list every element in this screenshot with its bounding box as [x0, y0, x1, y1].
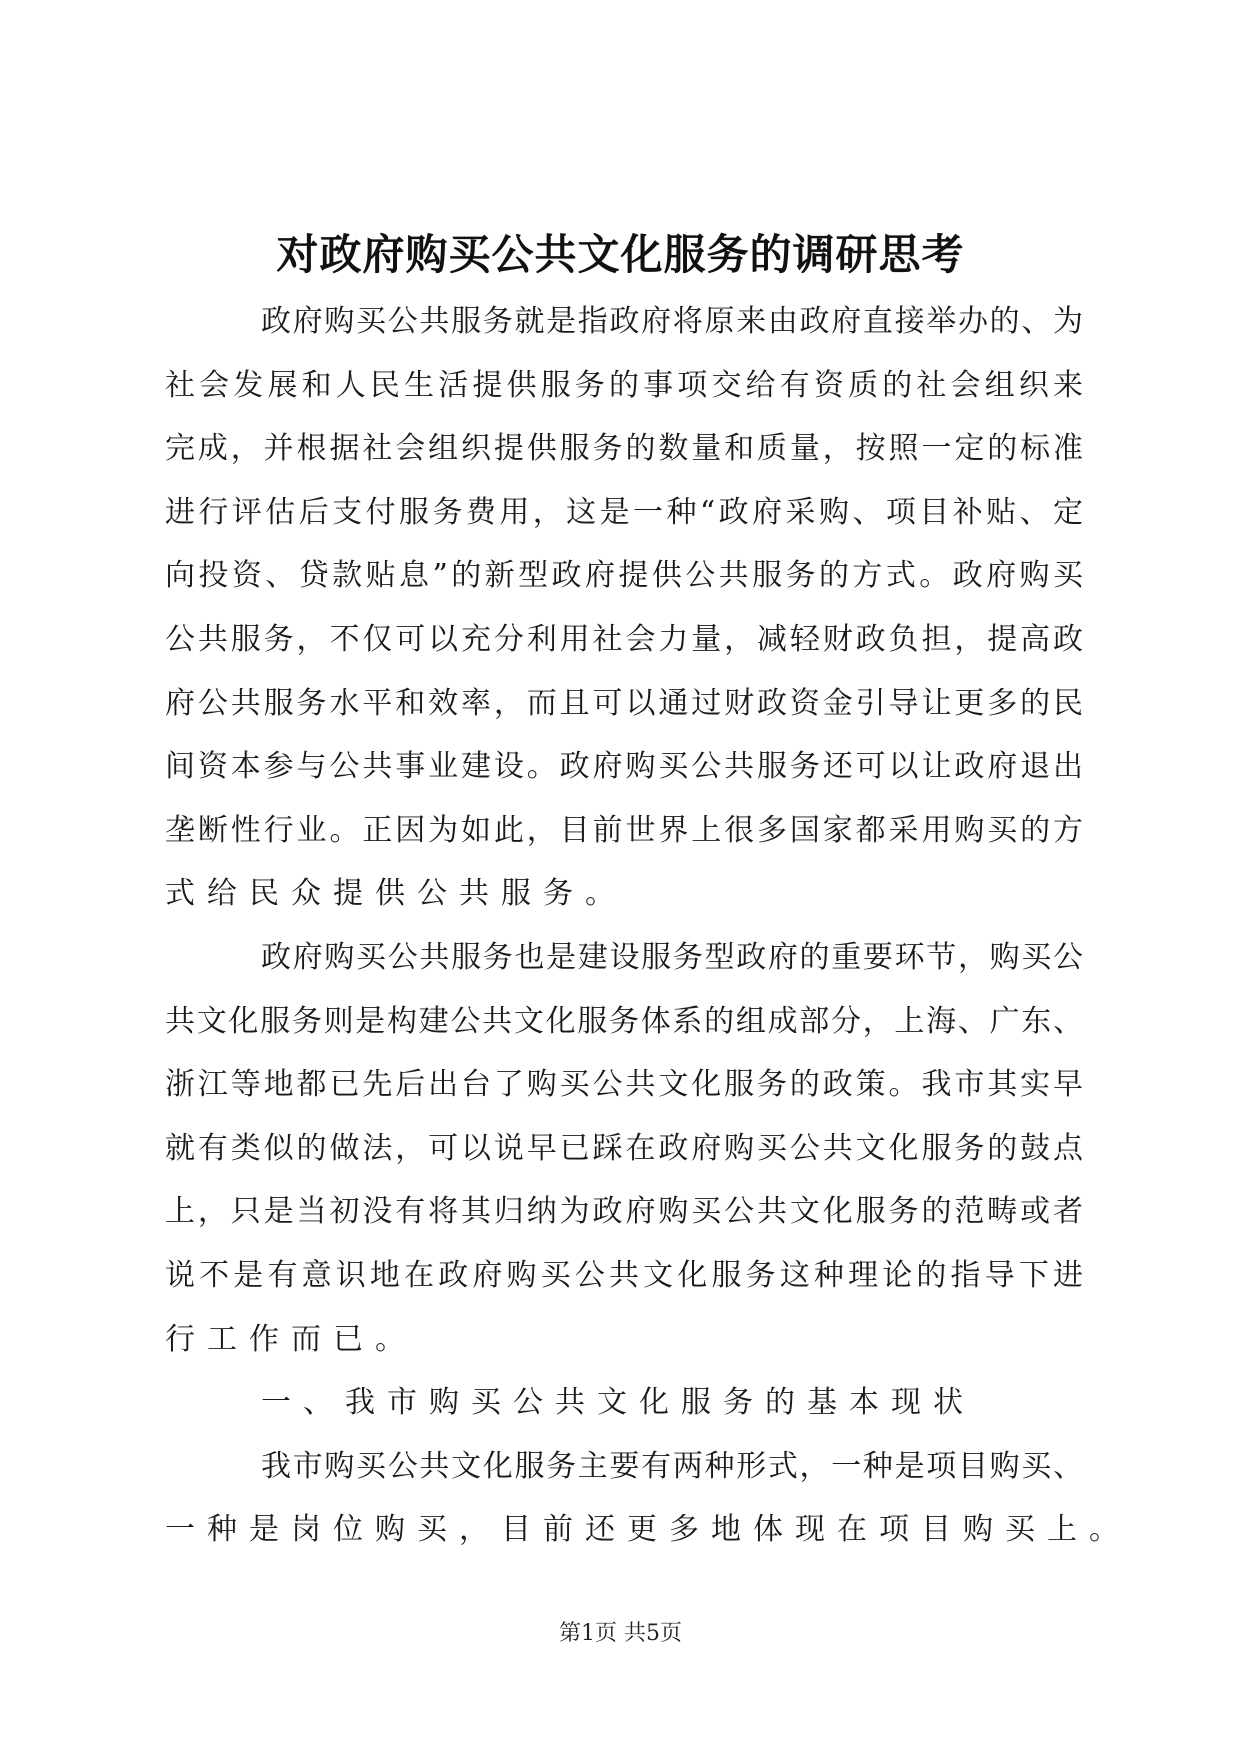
text-line: 间资本参与公共事业建设。政府购买公共服务还可以让政府退出 — [165, 749, 1083, 785]
text-line: 向投资、贷款贴息”的新型政府提供公共服务的方式。政府购买 — [165, 558, 1083, 594]
paragraph — [165, 1435, 1131, 1562]
page-number-footer: 第1页 共5页 — [559, 1621, 682, 1646]
text-line: 政府购买公共服务也是建设服务型政府的重要环节，购买公 — [261, 939, 1083, 975]
text-line: 就有类似的做法，可以说早已踩在政府购买公共文化服务的鼓点 — [165, 1130, 1083, 1166]
text-line: 社会发展和人民生活提供服务的事项交给有资质的社会组织来 — [165, 367, 1083, 403]
text-line: 上，只是当初没有将其归纳为政府购买公共文化服务的范畴或者 — [165, 1194, 1083, 1230]
document-title: 对政府购买公共文化服务的调研思考 — [276, 230, 965, 279]
text-line: 我市购买公共文化服务主要有两种形式，一种是项目购买、 — [261, 1448, 1083, 1484]
text-line: 浙江等地都已先后出台了购买公共文化服务的政策。我市其实早 — [165, 1067, 1083, 1103]
text-line: 行工作而已。 — [165, 1321, 417, 1357]
text-line: 府公共服务水平和效率，而且可以通过财政资金引导让更多的民 — [165, 685, 1083, 721]
text-line: 一种是岗位购买，目前还更多地体现在项目购买上。 — [165, 1512, 1131, 1548]
text-line: 说不是有意识地在政府购买公共文化服务这种理论的指导下进 — [165, 1257, 1083, 1293]
text-line: 式给民众提供公共服务。 — [165, 876, 627, 912]
section-heading — [165, 1371, 1083, 1435]
text-line: 共文化服务则是构建公共文化服务体系的组成部分，上海、广东、 — [165, 1003, 1083, 1039]
text-line: 完成，并根据社会组织提供服务的数量和质量，按照一定的标准 — [165, 431, 1083, 467]
paragraph — [165, 290, 1083, 926]
text-line: 公共服务，不仅可以充分利用社会力量，减轻财政负担，提高政 — [165, 621, 1083, 657]
document-body — [165, 290, 1131, 1562]
text-line: 政府购买公共服务就是指政府将原来由政府直接举办的、为 — [261, 304, 1083, 339]
paragraph — [165, 926, 1083, 1371]
text-line: 垄断性行业。正因为如此，目前世界上很多国家都采用购买的方 — [165, 812, 1083, 848]
text-line: 进行评估后支付服务费用，这是一种“政府采购、项目补贴、定 — [165, 494, 1083, 530]
text-line: 一、我市购买公共文化服务的基本现状 — [261, 1385, 975, 1421]
